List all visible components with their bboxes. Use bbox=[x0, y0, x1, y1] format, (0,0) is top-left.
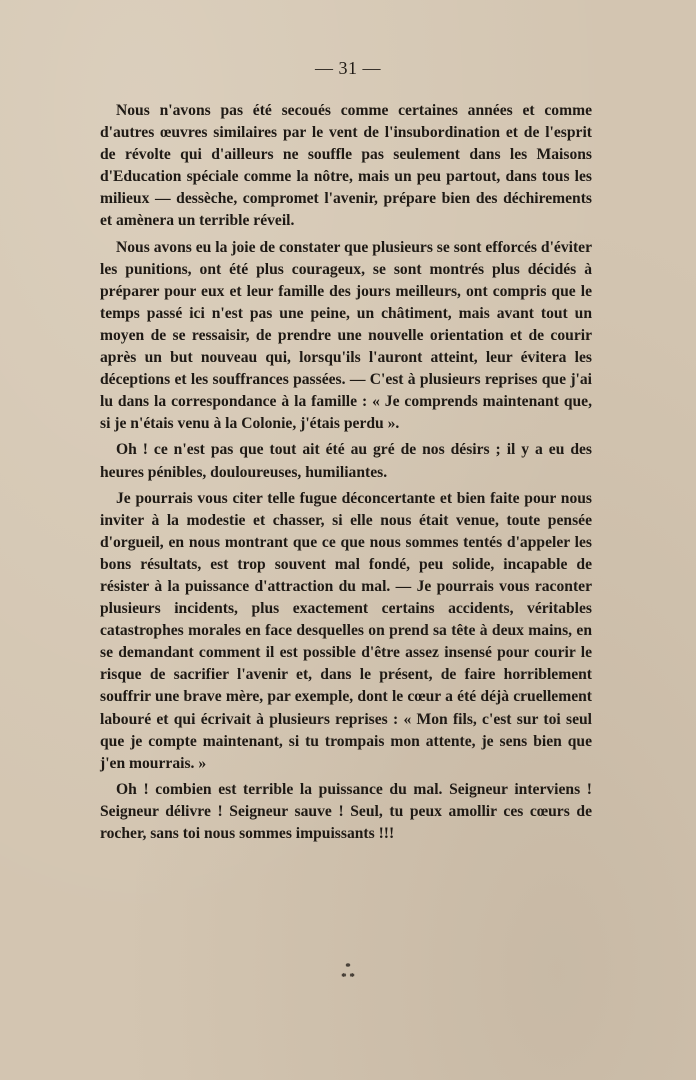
body-text bbox=[100, 100, 592, 849]
paragraph-5: Oh ! combien est terrible la puissance du mal. Seigneur interviens ! Seigneur délivre ! Seigneur sauve ! Seul, tu peux amollir ces cœurs de rocher, sans toi nous sommes impuissants !!! bbox=[100, 780, 592, 842]
paragraph-4: Je pourrais vous citer telle fugue déconcertante et bien faite pour nous inviter à la modestie et chasser, si elle nous était venue, toute pensée d'orgueil, en nous montrant que ce que nous sommes tentés d'appeler les bons résultats, est trop souvent mal fondé, peu solide, incapable de résister à la puissance d'attraction du mal. — Je pourrais vous raconter plusieurs incidents, plus exactement certains accidents, véritables catastrophes morales en face desquelles on prend sa tête à deux mains, en se demandant comment il est possible d'être assez insensé pour courir le risque de sacrifier l'avenir et, dans le présent, de faire horriblement souffrir une brave mère, par exemple, dont le cœur a été déjà cruellement labouré et qui écrivait à plusieurs reprises : « Mon fils, c'est sur toi seul que je compte maintenant, si tu trompais mon attente, je sens bien que j'en mourrais. » bbox=[100, 489, 592, 772]
asterism-bottom: * * bbox=[341, 971, 355, 983]
page-number: — 31 — bbox=[315, 58, 381, 78]
paragraph-3: Oh ! ce n'est pas que tout ait été au gré de nos désirs ; il y a eu des heures pénibles, douloureuses, humiliantes. bbox=[100, 441, 592, 481]
paragraph-2: Nous avons eu la joie de constater que plusieurs se sont efforcés d'éviter les punitions, ont été plus courageux, se sont montrés plus décidés à préparer pour eux et leur famille des jours meilleurs, ont compris que le temps passé ici n'est pas une peine, un châtiment, mais avant tout un moyen de se ressaisir, de prendre une nouvelle orientation et de courir après un but nouveau qui, lorsqu'ils l'auront atteint, leur évitera les déceptions et les souffrances passées. — C'est à plusieurs reprises que j'ai lu dans la correspondance à la famille : « Je comprends maintenant que, si je n'étais venu à la Colonie, j'étais perdu ». bbox=[100, 238, 592, 433]
paragraph-1: Nous n'avons pas été secoués comme certaines années et comme d'autres œuvres similaires par le vent de l'insubordination et de l'esprit de révolte qui d'ailleurs ne souffle pas seulement dans les Maisons d'Education spéciale comme la nôtre, mais un peu partout, dans tous les milieux — dessèche, compromet l'avenir, prépare bien des déchirements et amènera un terrible réveil. bbox=[100, 102, 592, 230]
section-asterism bbox=[0, 962, 696, 982]
asterism-top: * bbox=[345, 961, 351, 973]
